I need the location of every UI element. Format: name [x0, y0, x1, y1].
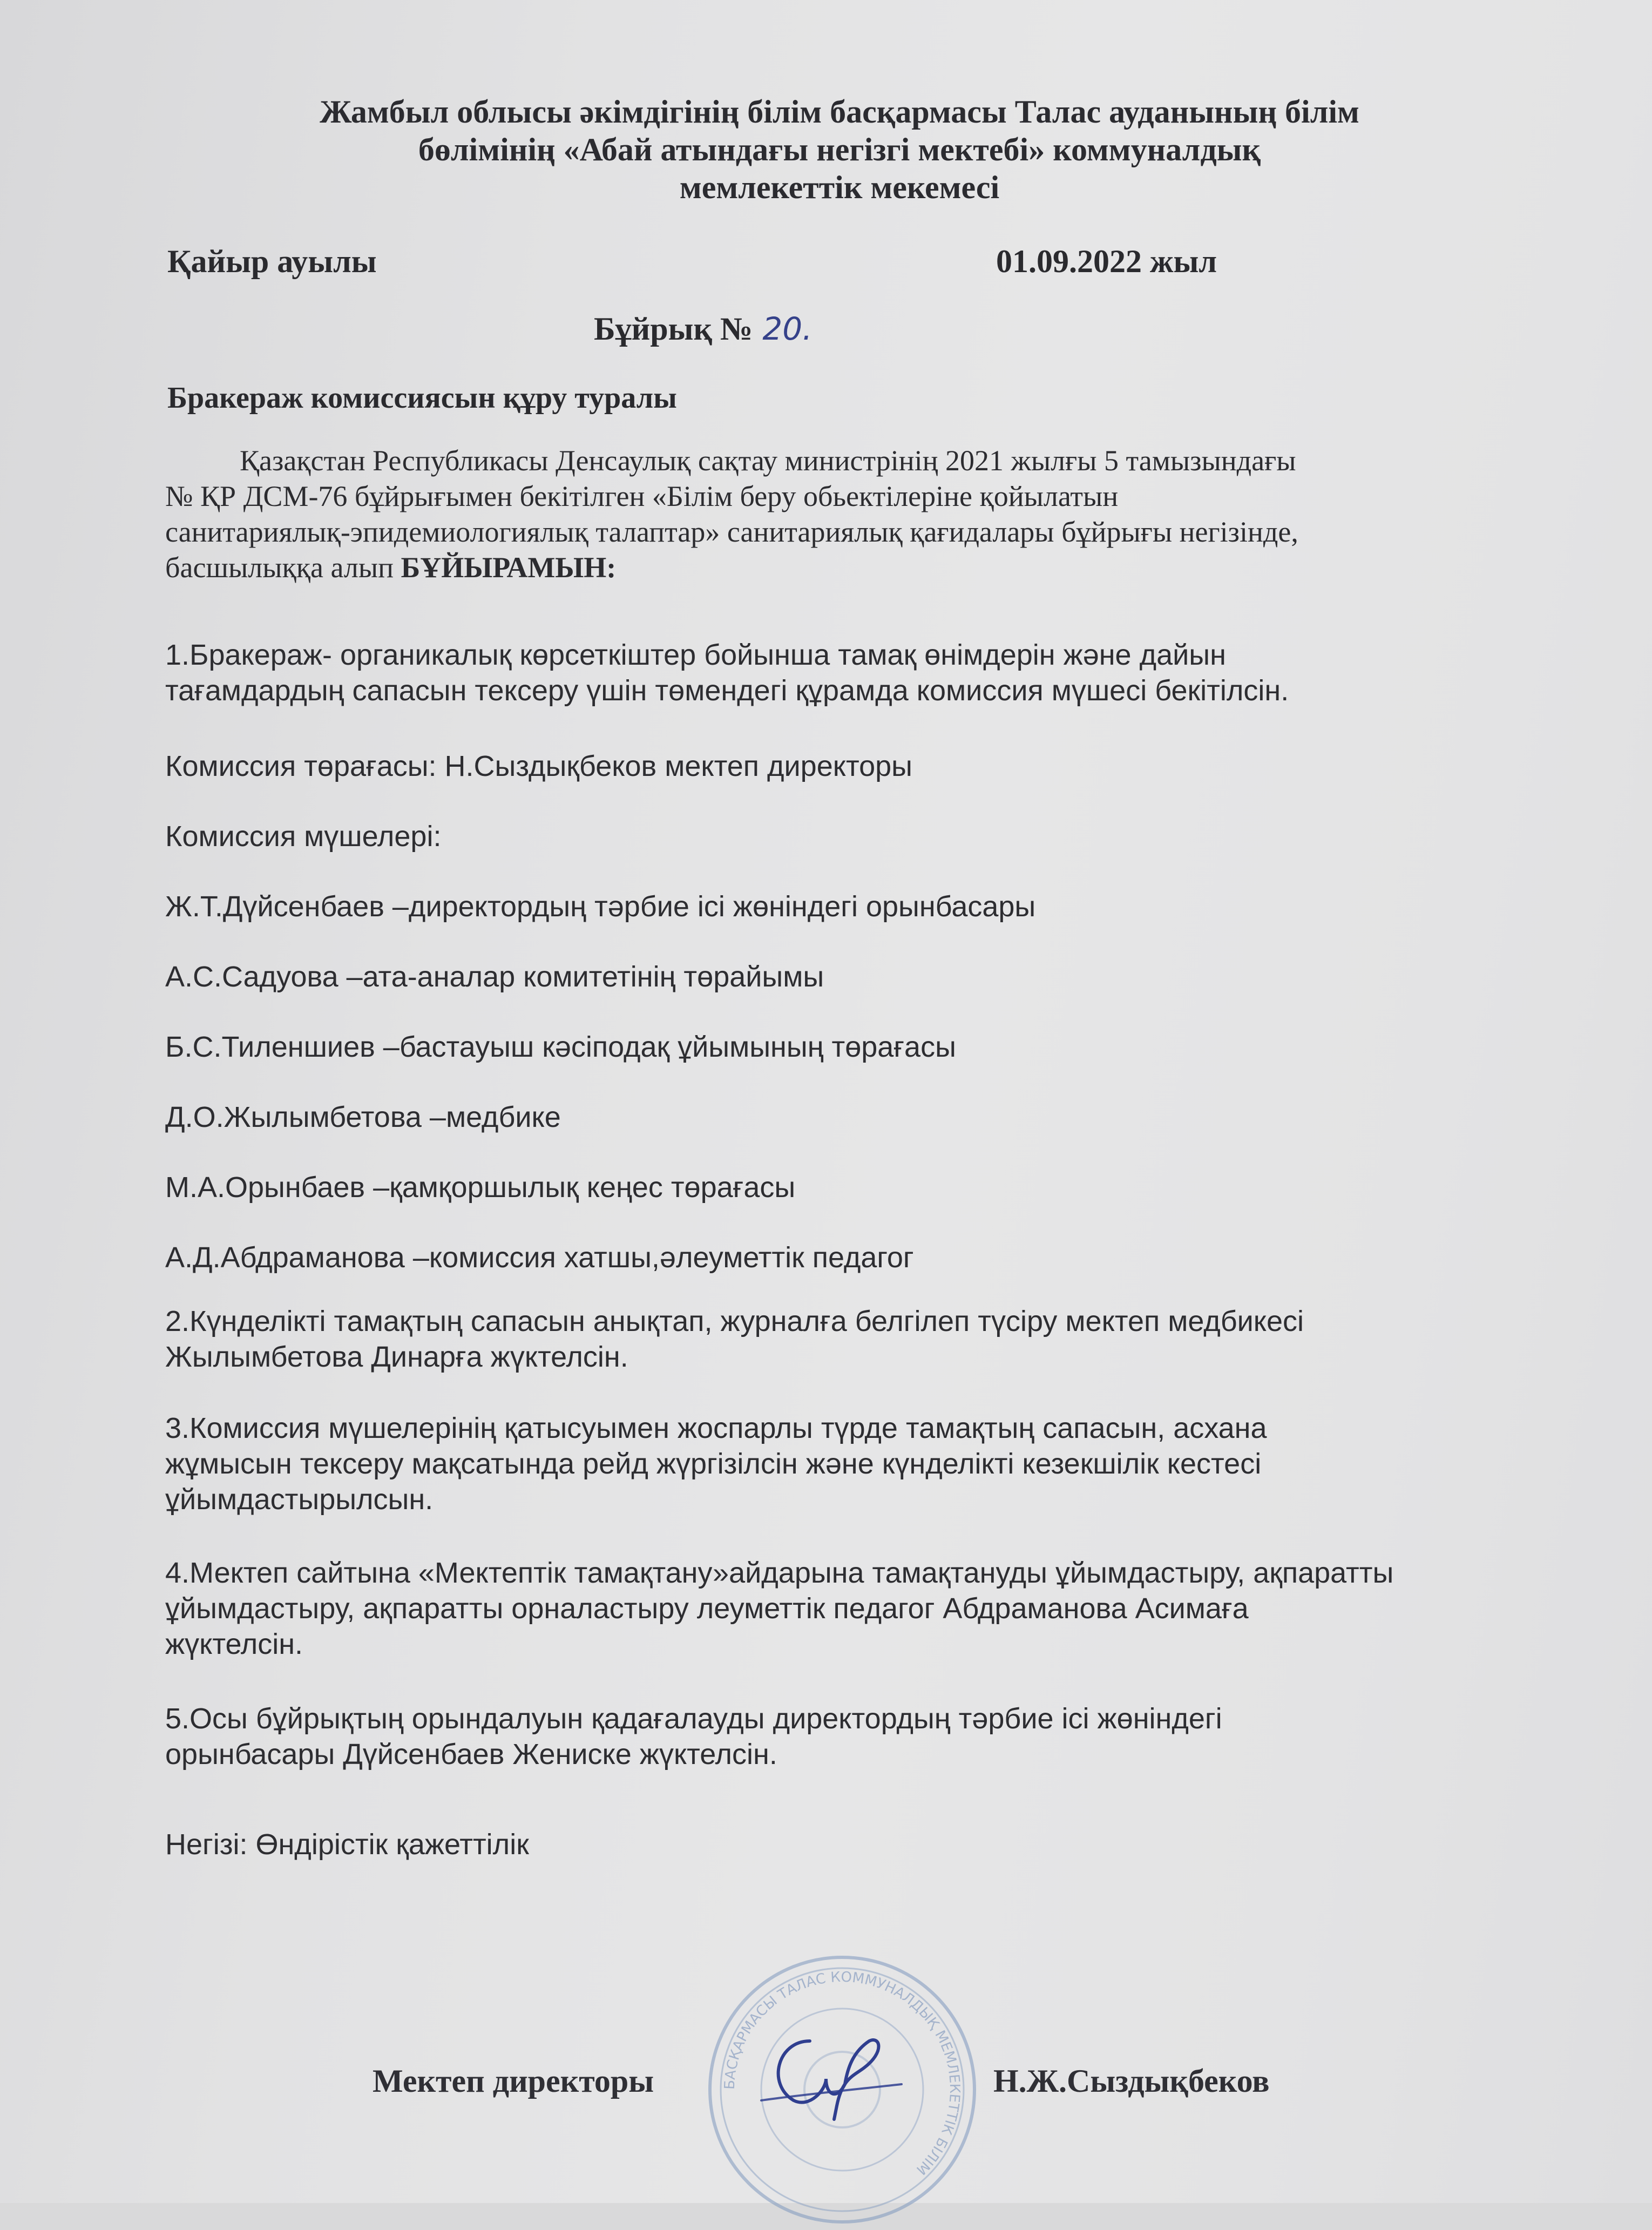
member-item: Д.О.Жылымбетова –медбике [165, 1101, 561, 1133]
item-5-line-1: 5.Осы бұйрықтың орындалуын қадағалауды директордың тәрбие ісі жөніндегі [165, 1702, 1222, 1735]
item-1-line-2: тағамдардың сапасын тексеру үшін төмендегі құрамда комиссия мүшесі бекітілсін. [165, 674, 1289, 707]
member-item: М.А.Орынбаев –қамқоршылық кеңес төрағасы [165, 1171, 796, 1204]
item-3-line-2: жұмысын тексеру мақсатында рейд жүргізілсін және күнделікті кезекшілік кестесі [165, 1448, 1262, 1480]
item-5-line-2: орынбасары Дүйсенбаев Жениске жүктелсін. [165, 1738, 777, 1771]
preamble-line-4-prefix: басшылыққа алып [165, 551, 401, 584]
item-3-line-3: ұйымдастырылсын. [165, 1483, 434, 1516]
commission-chair: Комиссия төрағасы: Н.Сыздықбеков мектеп директоры [165, 750, 912, 782]
item-4-line-1: 4.Мектеп сайтына «Мектептік тамақтану»айдарына тамақтануды ұйымдастыру, ақпаратты [165, 1557, 1394, 1589]
item-1 [165, 637, 1547, 708]
place-date-row [167, 243, 1247, 280]
header-line-3: мемлекеттік мекемесі [679, 170, 1000, 205]
preamble-line-2: № ҚР ДСМ-76 бұйрығымен бекітілген «Білім беру обьектілеріне қойылатын [165, 480, 1119, 512]
preamble-line-3: санитариялық-эпидемиологиялық талаптар» санитариялық қағидалары бұйрығы негізінде, [165, 516, 1298, 548]
item-5 [165, 1701, 1547, 1772]
members-heading: Комиссия мүшелері: [165, 820, 442, 853]
item-4-line-3: жүктелсін. [165, 1628, 303, 1660]
preamble [165, 443, 1536, 585]
order-command: БҰЙЫРАМЫН: [401, 551, 617, 584]
member-item: А.С.Садуова –ата-аналар комитетінің төрайымы [165, 961, 824, 993]
basis: Негізі: Өндірістік қажеттілік [165, 1828, 529, 1861]
item-2 [165, 1303, 1547, 1375]
member-item: Б.С.Тиленшиев –бастауыш кәсіподақ ұйымының төрағасы [165, 1031, 956, 1063]
preamble-line-4 [165, 550, 1536, 585]
order-title [594, 310, 813, 348]
preamble-line-1: Қазақстан Республикасы Денсаулық сақтау министрінің 2021 жылғы 5 тамызындағы [240, 444, 1296, 477]
signature-role: Мектеп директоры [373, 2063, 654, 2099]
signature-name: Н.Ж.Сыздықбеков [993, 2063, 1270, 2099]
signature-row [373, 2063, 1344, 2100]
header-line-1: Жамбыл облысы әкімдігінің білім басқармасы Талас ауданының білім [320, 94, 1359, 130]
member-item: Ж.Т.Дүйсенбаев –директордың тәрбие ісі жөніндегі орынбасары [165, 890, 1036, 923]
item-1-line-1: 1.Бракераж- органикалық көрсеткіштер бойынша тамақ өнімдерін және дайын [165, 639, 1226, 671]
order-label: Бұйрық № [594, 311, 753, 347]
member-item: А.Д.Абдраманова –комиссия хатшы,әлеуметтік педагог [165, 1241, 914, 1274]
item-3-line-1: 3.Комиссия мүшелерінің қатысуымен жоспарлы түрде тамақтың сапасын, асхана [165, 1412, 1267, 1444]
place: Қайыр ауылы [167, 244, 377, 279]
item-3 [165, 1410, 1547, 1517]
item-4-line-2: ұйымдастыру, ақпаратты орналастыру леуметтік педагог Абдраманова Асимаға [165, 1592, 1249, 1625]
header-line-2: бөлімінің «Абай атындағы негізгі мектебі» коммуналдық [418, 132, 1261, 167]
item-4 [165, 1555, 1547, 1662]
stamp-text: БАСҚАРМАСЫ ТАЛАС КОММУНАЛДЫҚ МЕМЛЕКЕТТІК БІЛІМ [721, 1969, 963, 2178]
item-2-line-2: Жылымбетова Динарға жүктелсін. [165, 1341, 628, 1373]
date: 01.09.2022 жыл [996, 244, 1217, 279]
order-subject: Бракераж комиссиясын құру туралы [167, 381, 677, 415]
order-number: 20. [762, 310, 813, 347]
document-header [216, 93, 1463, 206]
item-2-line-1: 2.Күнделікті тамақтың сапасын анықтап, журналға белгілеп түсіру мектеп медбикесі [165, 1305, 1304, 1337]
